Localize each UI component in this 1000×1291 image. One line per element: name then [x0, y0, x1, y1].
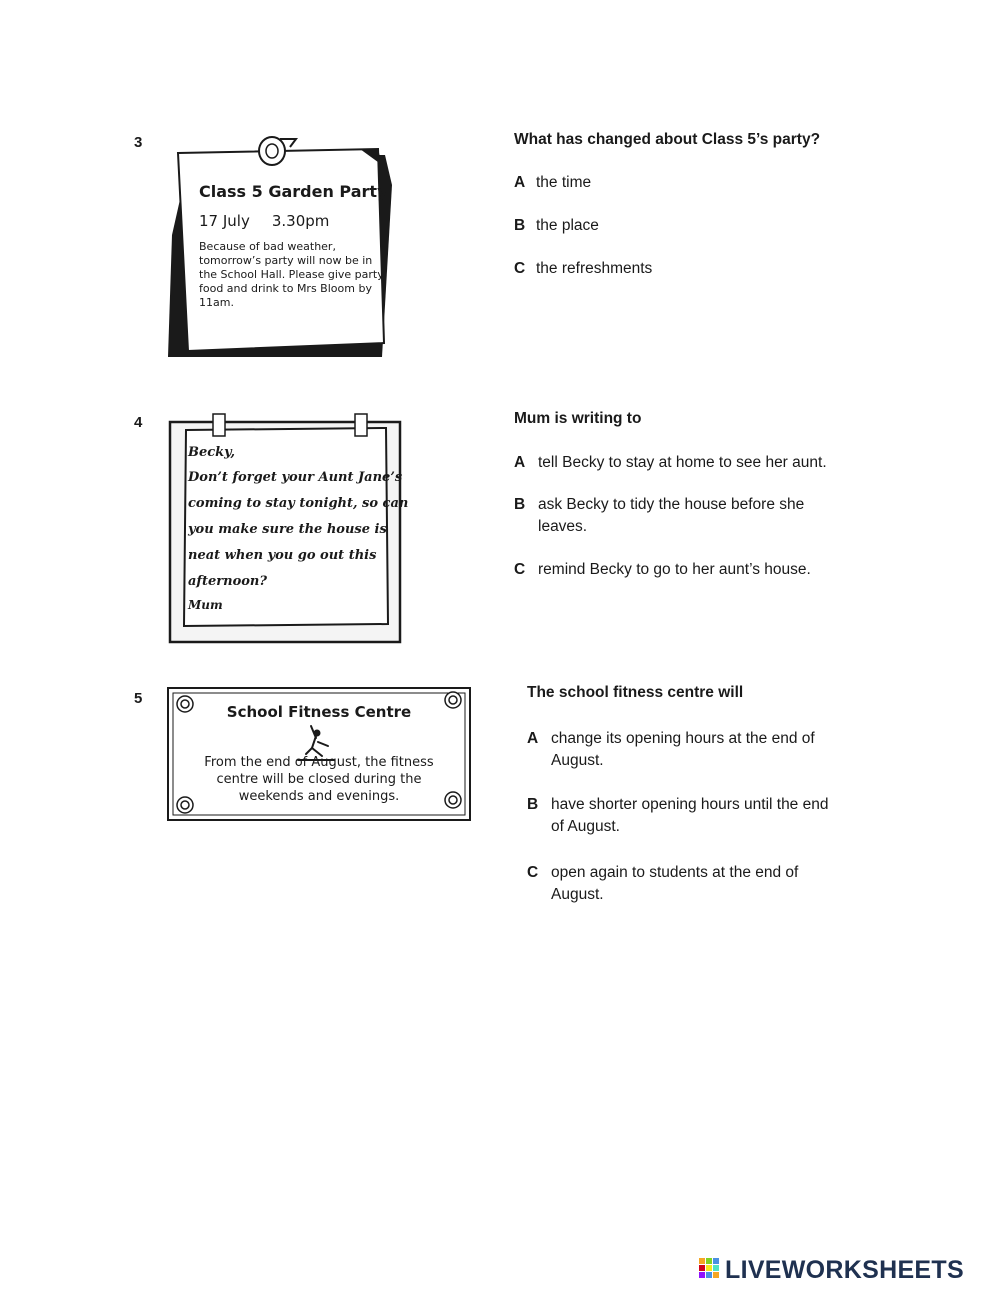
note-line: Becky,	[188, 445, 236, 460]
note-line: you make sure the house is	[188, 522, 387, 537]
option-letter: B	[514, 496, 526, 513]
option-text: ask Becky to tidy the house before she	[538, 496, 805, 513]
question-5-stem: The school fitness centre will	[527, 684, 744, 701]
question-3-stem: What has changed about Class 5’s party?	[514, 131, 821, 148]
question-3-option-c[interactable]	[514, 258, 814, 280]
question-3-option-b[interactable]	[514, 215, 814, 237]
sign-title: School Fitness Centre	[226, 703, 412, 721]
note-line: neat when you go out this	[188, 548, 377, 563]
notice-title: Class 5 Garden Party	[199, 182, 388, 201]
notice-time: 3.30pm	[271, 212, 330, 230]
question-4-option-c[interactable]	[514, 559, 854, 581]
option-letter: B	[514, 217, 526, 234]
option-text-line-2: of August.	[551, 818, 620, 835]
notice-date	[199, 212, 329, 230]
question-4-option-a[interactable]	[514, 452, 854, 474]
question-4-number: 4	[134, 414, 143, 431]
note-signature: Mum	[188, 598, 223, 612]
option-letter: C	[527, 864, 539, 881]
notice-date-day: 17 July	[199, 212, 250, 230]
question-3-number: 3	[134, 134, 143, 151]
option-letter: A	[527, 730, 539, 747]
option-text: change its opening hours at the end of	[551, 730, 815, 747]
note-line: coming to stay tonight, so can	[188, 496, 409, 511]
liveworksheets-logo[interactable]	[699, 1256, 964, 1284]
question-4-stem: Mum is writing to	[514, 410, 642, 427]
option-text-line-2: August.	[551, 752, 604, 769]
option-text-line-2: leaves.	[538, 518, 588, 535]
question-4-option-b[interactable]	[514, 494, 854, 538]
question-3-option-a[interactable]	[514, 172, 814, 194]
option-text: the place	[536, 217, 599, 234]
question-5-number: 5	[134, 690, 143, 707]
note-line: afternoon?	[188, 574, 268, 589]
option-letter: A	[514, 174, 526, 191]
question-5-option-c[interactable]	[527, 862, 867, 906]
note-line: Don’t forget your Aunt Jane’s	[188, 470, 403, 485]
option-text-line-2: August.	[551, 886, 604, 903]
option-letter: C	[514, 260, 526, 277]
question-5-option-b[interactable]	[527, 794, 867, 838]
option-text: have shorter opening hours until the end	[551, 796, 829, 813]
option-letter: C	[514, 561, 526, 578]
option-letter: B	[527, 796, 539, 813]
option-text: the time	[536, 174, 592, 191]
liveworksheets-logo-icon	[699, 1258, 721, 1282]
notice-body: Because of bad weather, tomorrow’s party will now be in the School Hall. Please give party food and drink to Mrs Bloom by 11am.	[199, 240, 384, 309]
option-text: open again to students at the end of	[551, 864, 799, 881]
option-letter: A	[514, 454, 526, 471]
option-text: the refreshments	[536, 260, 653, 277]
sign-body: From the end of August, the fitness centre will be closed during the weekends and evenings.	[204, 755, 434, 804]
option-text: tell Becky to stay at home to see her aunt.	[538, 454, 827, 471]
question-5-option-a[interactable]	[527, 728, 867, 772]
liveworksheets-logo-text: LIVEWORKSHEETS	[725, 1255, 964, 1284]
option-text: remind Becky to go to her aunt’s house.	[538, 561, 811, 578]
